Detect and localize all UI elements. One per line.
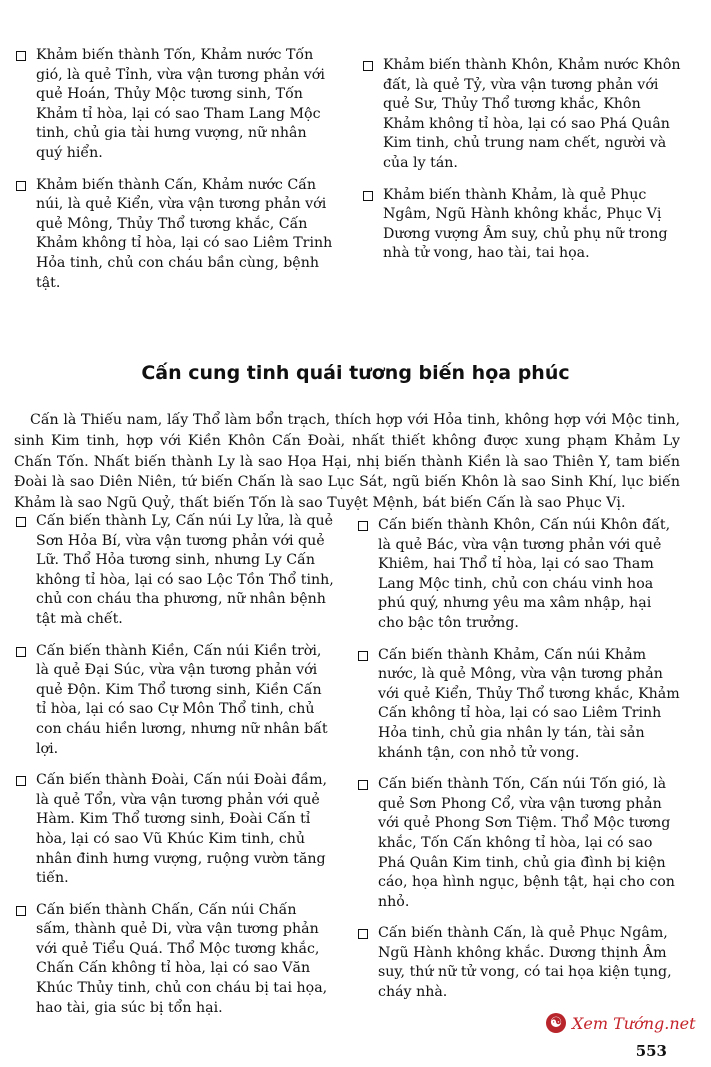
list-item	[14, 771, 334, 889]
item-text: Cấn biến thành Ly, Cấn núi Ly lửa, là quẻ Sơn Hỏa Bí, vừa vận tương phản với quẻ Lữ. Thổ Hỏa tương sinh, nhưng Ly Cấn không tỉ hòa, lại có sao Lộc Tồn Thổ tinh, chủ con cháu tha phương, nữ nhân bệnh tật mà chết.	[36, 513, 334, 627]
list-item	[361, 56, 681, 174]
logo-text: Xem Tướng.net	[572, 1013, 696, 1033]
item-text: Cấn biến thành Khôn, Cấn núi Khôn đất, là quẻ Bác, vừa vận tương phản với quẻ Khiêm, hai Thổ tỉ hòa, lại có sao Tham Lang Mộc tinh, chủ con cháu vinh hoa phú quý, nhưng yêu ma xâm nhập, hại cho bậc tôn trưởng.	[378, 517, 671, 631]
list-item	[14, 46, 336, 164]
intro-paragraph: Cấn là Thiếu nam, lấy Thổ làm bổn trạch, thích hợp với Hỏa tinh, không hợp với Mộc tinh, sinh Kim tinh, hợp với Kiền Khôn Cấn Đoài, nhất thiết không được xung phạm Khảm Ly Chấn Tốn. Nhất biến thành Ly là sao Họa Hại, nhị biến thành Kiền là sao Thiên Y, tam biến Đoài là sao Diên Niên, tứ biến Chấn là sao Lục Sát, ngũ biến Khôn là sao Sinh Khí, lục biến Khảm là sao Ngũ Quỷ, thất biến Tốn là sao Tuyệt Mệnh, bát biến Cấn là sao Phục Vị.	[14, 412, 680, 512]
bottom-left-column	[14, 512, 334, 1030]
bottom-right-column	[356, 516, 680, 1015]
item-text: Cấn biến thành Kiền, Cấn núi Kiền trời, là quẻ Đại Súc, vừa vận tương phản với quẻ Độn. Kim Thổ tương sinh, Kiền Cấn tỉ hòa, lại có sao Cự Môn Thổ tinh, chủ con cháu hiền lương, nhưng nữ nhân bất lợi.	[36, 642, 328, 757]
item-text: Khảm biến thành Khảm, là quẻ Phục Ngâm, Ngũ Hành không khắc, Phục Vị Dương vượng Âm suy, chủ phụ nữ trong nhà tử vong, hao tài, tai họa.	[383, 186, 668, 262]
item-text: Khảm biến thành Tốn, Khảm nước Tốn gió, là quẻ Tỉnh, vừa vận tương phản với quẻ Hoán, Thủy Mộc tương sinh, Tốn Khảm tỉ hòa, lại có sao Tham Lang Mộc tinh, chủ gia tài hưng vượng, nữ nhân quý hiển.	[36, 47, 325, 161]
section-title: Cấn cung tinh quái tương biến họa phúc	[141, 362, 570, 384]
yin-yang-icon: ☯	[546, 1013, 566, 1033]
list-item	[14, 901, 334, 1019]
checkbox-bullet-icon	[16, 181, 26, 191]
item-text: Cấn biến thành Chấn, Cấn núi Chấn sấm, thành quẻ Di, vừa vận tương phản với quẻ Tiểu Quá. Thổ Mộc tương khắc, Chấn Cấn không tỉ hòa, lại có sao Văn Khúc Thủy tinh, chủ con cháu bị tai họa, hao tài, gia súc bị tổn hại.	[36, 901, 328, 1016]
item-text: Cấn biến thành Đoài, Cấn núi Đoài đầm, là quẻ Tổn, vừa vận tương phản với quẻ Hàm. Kim Thổ tương sinh, Đoài Cấn tỉ hòa, lại có sao Vũ Khúc Kim tinh, chủ nhân đinh hưng vượng, ruộng vườn tăng tiến.	[36, 772, 328, 887]
checkbox-bullet-icon	[16, 776, 26, 786]
item-text: Cấn biến thành Khảm, Cấn núi Khảm nước, là quẻ Mông, vừa vận tương phản với quẻ Kiển, Thủy Thổ tương khắc, Khảm Cấn không tỉ hòa, lại có sao Liêm Trinh Hỏa tinh, chủ gia nhân ly tán, tài sản khánh tận, con nhỏ tử vong.	[378, 646, 680, 761]
checkbox-bullet-icon	[358, 521, 368, 531]
list-item	[14, 642, 334, 760]
list-item	[356, 516, 680, 634]
checkbox-bullet-icon	[16, 517, 26, 527]
item-text: Cấn biến thành Cấn, là quẻ Phục Ngâm, Ngũ Hành không khắc. Dương thịnh Âm suy, thứ nữ tử vong, có tai họa kiện tụng, cháy nhà.	[378, 925, 672, 1001]
checkbox-bullet-icon	[16, 906, 26, 916]
checkbox-bullet-icon	[16, 51, 26, 61]
checkbox-bullet-icon	[358, 651, 368, 661]
list-item	[14, 176, 336, 294]
item-text: Khảm biến thành Khôn, Khảm nước Khôn đất, là quẻ Tỷ, vừa vận tương phản với quẻ Sư, Thủy Thổ tương khắc, Khôn Khảm không tỉ hòa, lại có sao Phá Quân Kim tinh, chủ trung nam chết, người và của ly tán.	[383, 57, 681, 171]
item-text: Cấn biến thành Tốn, Cấn núi Tốn gió, là quẻ Sơn Phong Cổ, vừa vận tương phản với quẻ Phong Sơn Tiệm. Thổ Mộc tương khắc, Tốn Cấn không tỉ hòa, lại có sao Phá Quân Kim tinh, chủ gia đình bị kiện cáo, họa hình ngục, bệnh tật, hại cho con nhỏ.	[378, 776, 675, 910]
checkbox-bullet-icon	[363, 191, 373, 201]
site-logo[interactable]	[546, 1013, 696, 1033]
list-item	[14, 512, 334, 630]
top-left-column	[14, 46, 336, 305]
top-right-column	[361, 56, 681, 276]
list-item	[356, 924, 680, 1002]
item-text: Khảm biến thành Cấn, Khảm nước Cấn núi, là quẻ Kiển, vừa vận tương phản với quẻ Mông, Thủy Thổ tương khắc, Cấn Khảm không tỉ hòa, lại có sao Liêm Trinh Hỏa tinh, chủ con cháu bần cùng, bệnh tật.	[36, 176, 333, 291]
list-item	[356, 646, 680, 764]
checkbox-bullet-icon	[358, 929, 368, 939]
list-item	[356, 775, 680, 912]
list-item	[361, 186, 681, 264]
page-number: 553	[635, 1042, 667, 1060]
checkbox-bullet-icon	[358, 780, 368, 790]
checkbox-bullet-icon	[363, 61, 373, 71]
checkbox-bullet-icon	[16, 647, 26, 657]
